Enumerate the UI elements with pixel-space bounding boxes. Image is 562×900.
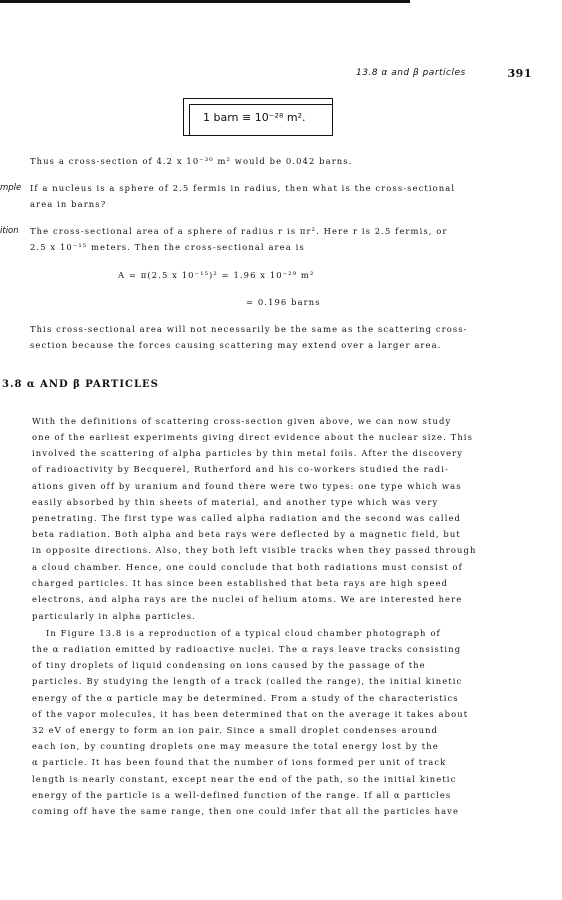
page-number: 391 bbox=[507, 67, 532, 80]
running-head bbox=[356, 68, 532, 78]
solution-margin-label: ition bbox=[0, 226, 19, 236]
body-line: one of the earliest experiments giving direct evidence about the nuclear size. This bbox=[32, 432, 473, 442]
example-line: area in barns? bbox=[30, 199, 107, 209]
example-line: Thus a cross-section of 4.2 x 10⁻³⁰ m² would be 0.042 barns. bbox=[30, 156, 353, 166]
example-line: section because the forces causing scattering may extend over a larger area. bbox=[30, 340, 442, 350]
body-line: With the definitions of scattering cross-section given above, we can now study bbox=[32, 416, 452, 426]
body-line: energy of the α particle may be determined. From a study of the characteristics bbox=[32, 693, 459, 703]
body-line: easily absorbed by thin sheets of material, and another type which was very bbox=[32, 497, 439, 507]
body-line: of the vapor molecules, it has been determined that on the average it takes about bbox=[32, 709, 469, 719]
body-line: electrons, and alpha rays are the nuclei of helium atoms. We are interested here bbox=[32, 594, 463, 604]
example-line: 2.5 x 10⁻¹⁵ meters. Then the cross-sectional area is bbox=[30, 242, 305, 252]
body-line: length is nearly constant, except near the end of the path, so the initial kinetic bbox=[32, 774, 457, 784]
running-title: 13.8 α and β particles bbox=[356, 68, 466, 78]
body-line: energy of the particle is a well-defined function of the range. If all α particles bbox=[32, 790, 452, 800]
body-line: particles. By studying the length of a track (called the range), the initial kinetic bbox=[32, 676, 463, 686]
example-line: The cross-sectional area of a sphere of radius r is πr². Here r is 2.5 fermis, or bbox=[30, 226, 448, 236]
section-heading: 3.8 α AND β PARTICLES bbox=[2, 379, 159, 390]
body-line: penetrating. The first type was called alpha radiation and the second was called bbox=[32, 513, 462, 523]
body-line: charged particles. It has since been established that beta rays are high speed bbox=[32, 578, 449, 588]
example-margin-label: mple bbox=[0, 183, 22, 193]
equation-line: = 0.196 barns bbox=[246, 297, 321, 307]
body-line: particularly in alpha particles. bbox=[32, 611, 196, 621]
barn-formula: 1 barn ≡ 10⁻²⁸ m². bbox=[203, 111, 306, 124]
body-line: each ion, by counting droplets one may measure the total energy lost by the bbox=[32, 741, 439, 751]
body-line: involved the scattering of alpha particles by thin metal foils. After the discovery bbox=[32, 448, 464, 458]
example-line: If a nucleus is a sphere of 2.5 fermis in radius, then what is the cross-sectional bbox=[30, 183, 456, 193]
body-line: in opposite directions. Also, they both left visible tracks when they passed through bbox=[32, 545, 477, 555]
body-line: In Figure 13.8 is a reproduction of a typical cloud chamber photograph of bbox=[46, 628, 441, 638]
body-line: beta radiation. Both alpha and beta rays were deflected by a magnetic field, but bbox=[32, 529, 461, 539]
barn-definition-box bbox=[183, 98, 333, 136]
body-line: α particle. It has been found that the number of ions formed per unit of track bbox=[32, 757, 447, 767]
body-line: the α radiation emitted by radioactive nuclei. The α rays leave tracks consisting bbox=[32, 644, 462, 654]
body-line: 32 eV of energy to form an ion pair. Since a small droplet condenses around bbox=[32, 725, 439, 735]
body-line: of radioactivity by Becquerel, Rutherford and his co-workers studied the radi- bbox=[32, 464, 449, 474]
equation-line: A = π(2.5 x 10⁻¹⁵)² = 1.96 x 10⁻²⁹ m² bbox=[118, 270, 315, 280]
body-line: ations given off by uranium and found there were two types: one type which was bbox=[32, 481, 462, 491]
body-line: coming off have the same range, then one could infer that all the particles have bbox=[32, 806, 460, 816]
example-line: This cross-sectional area will not necessarily be the same as the scattering cross- bbox=[30, 324, 468, 334]
body-line: a cloud chamber. Hence, one could conclude that both radiations must consist of bbox=[32, 562, 463, 572]
top-rule bbox=[0, 0, 410, 3]
body-line: of tiny droplets of liquid condensing on ions caused by the passage of the bbox=[32, 660, 426, 670]
